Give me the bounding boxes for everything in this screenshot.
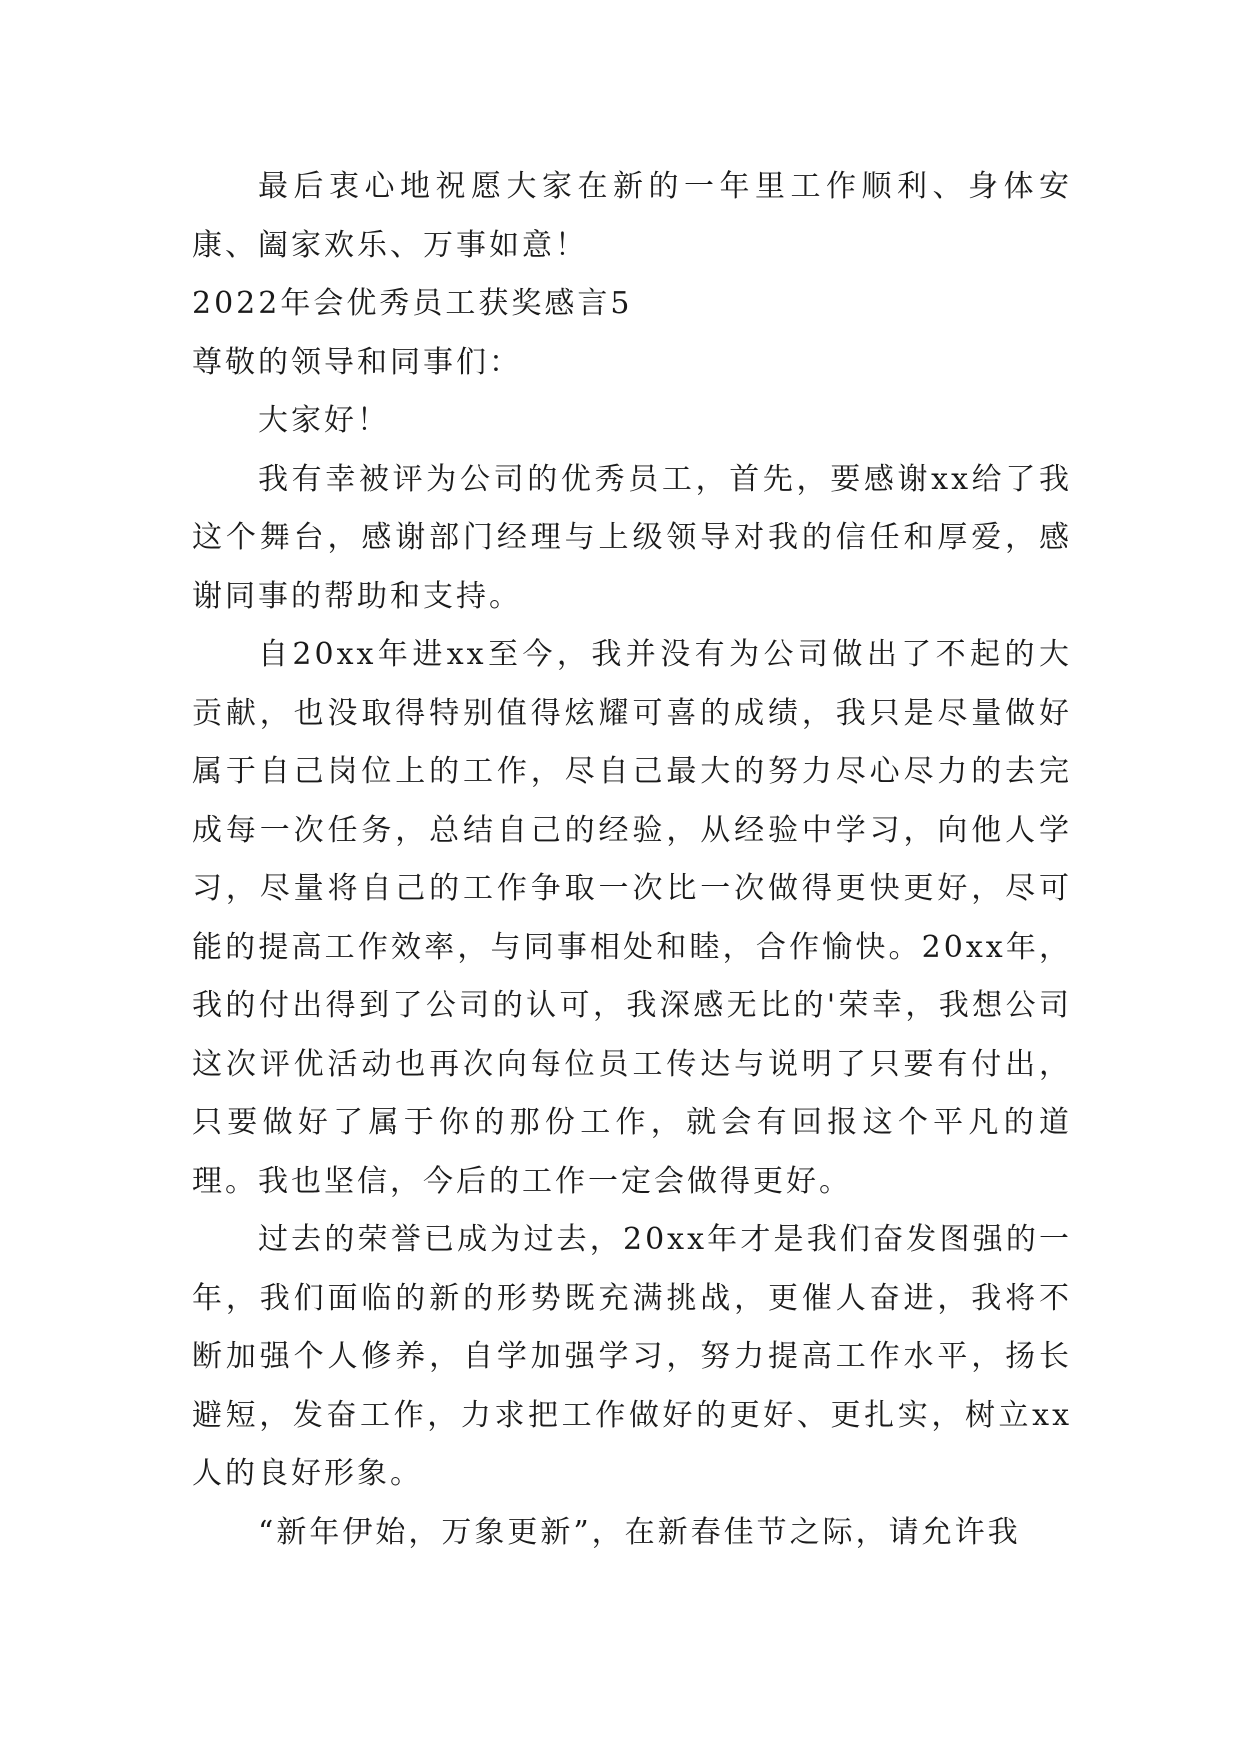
document-body [192,158,1072,1562]
salutation: 尊敬的领导和同事们： [192,344,522,380]
section-heading: 2022年会优秀员工获奖感言5 [192,286,633,321]
greeting: 大家好！ [258,403,390,438]
paragraph-future-goals: 过去的荣誉已成为过去，20xx年才是我们奋发图强的一年，我们面临的新的形势既充满挑战，更催人奋进，我将不断加强个人修养，自学加强学习，努力提高工作水平，扬长避短，发奋工作，力求把工作做好的更好、更扎实，树立xx人的良好形象。 [192,1222,1072,1491]
paragraph-work-review: 自20xx年进xx至今，我并没有为公司做出了不起的大贡献，也没取得特别值得炫耀可喜的成绩，我只是尽量做好属于自己岗位上的工作，尽自己最大的努力尽心尽力的去完成每一次任务，总结自己的经验，从经验中学习，向他人学习，尽量将自己的工作争取一次比一次做得更快更好，尽可能的提高工作效率，与同事相处和睦，合作愉快。20xx年，我的付出得到了公司的认可，我深感无比的'荣幸，我想公司这次评优活动也再次向每位员工传达与说明了只要有付出，只要做好了属于你的那份工作，就会有回报这个平凡的道理。我也坚信，今后的工作一定会做得更好。 [192,637,1072,1199]
paragraph-new-year: “新年伊始，万象更新”，在新春佳节之际，请允许我 [258,1514,1021,1550]
paragraph-closing-wishes: 最后衷心地祝愿大家在新的一年里工作顺利、身体安康、阖家欢乐、万事如意！ [192,169,1072,263]
paragraph-thanks: 我有幸被评为公司的优秀员工，首先，要感谢xx给了我这个舞台，感谢部门经理与上级领导对我的信任和厚爱，感谢同事的帮助和支持。 [192,461,1072,614]
